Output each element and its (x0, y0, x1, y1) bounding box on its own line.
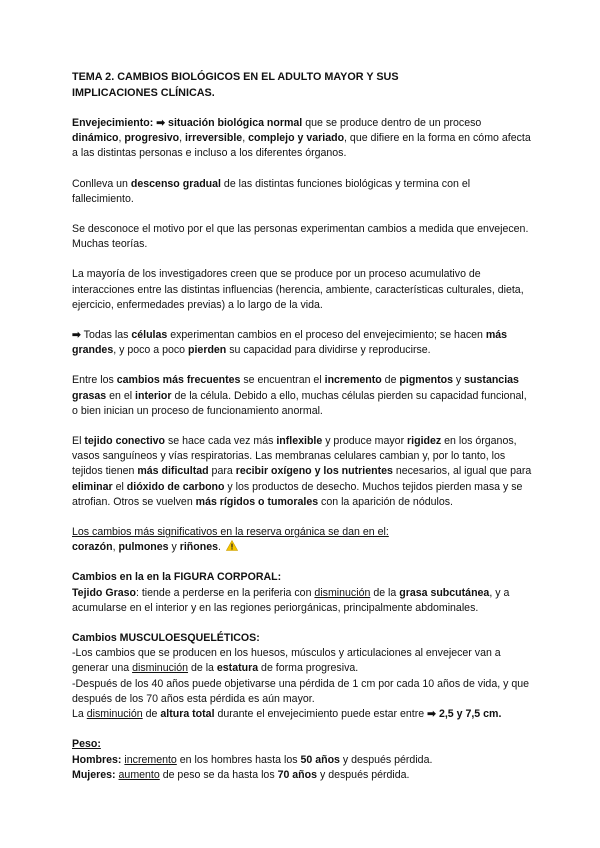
heading-peso: Peso: (72, 738, 101, 751)
paragraph-frecuentes: Entre los cambios más frecuentes se encuentran el incremento de pigmentos y sustancias grasas en el interior de la célula. Debido a ello, muchas células pierden su capacidad funcional, o bien inician un proceso de funcionamiento anormal. (72, 374, 527, 417)
title-line-1: TEMA 2. CAMBIOS BIOLÓGICOS EN EL ADULTO MAYOR Y SUS (72, 71, 399, 83)
paragraph-mayoria: La mayoría de los investigadores creen que se produce por un proceso acumulativo de interacciones entre las distintas influencias (herencia, ambiente, características culturales, dieta, ejercicio, enfermedades previas) a lo largo de la vida. (72, 268, 524, 311)
paragraph-celulas: ➡ Todas las células experimentan cambios en el proceso del envejecimiento; se hacen más grandes, y poco a poco pierden su capacidad para dividirse y reproducirse. (72, 329, 508, 357)
paragraph-peso: Peso: Hombres: incremento en los hombres hasta los 50 años y después pérdida. Mujeres: aumento de peso se da hasta los 70 años y después pérdida. (72, 738, 433, 781)
title-line-2: IMPLICACIONES CLÍNICAS. (72, 86, 215, 99)
paragraph-musculoesqueleticos: Cambios MUSCULOESQUELÉTICOS: -Los cambios que se producen en los huesos, músculos y articulaciones al envejecer van a generar una disminución de la estatura de forma progresiva. -Después de los 40 años puede objetivarse una pérdida de 1 cm por cada 10 años de vida, y que después de los 70 años esta pérdida es aún mayor. La disminución de altura total durante el envejecimiento puede estar entre ➡ 2,5 y 7,5 cm. (72, 632, 530, 721)
paragraph-tejido-conectivo: El tejido conectivo se hace cada vez más inflexible y produce mayor rigidez en los órganos, vasos sanguíneos y vías respiratorias. Las membranas celulares cambian y, por lo tanto, los tejidos tienen más dificultad para recibir oxígeno y los nutrientes necesarios, al igual que para eliminar el dióxido de carbono y los productos de desecho. Muchos tejidos pierden masa y se atrofian. Otros se vuelven más rígidos o tumorales con la aparición de nódulos. (72, 435, 532, 508)
paragraph-desconoce: Se desconoce el motivo por el que las personas experimentan cambios a medida que envejecen. Muchas teorías. (72, 223, 529, 251)
arrow-right-icon: ➡ (427, 708, 437, 721)
warning-icon (226, 540, 238, 551)
paragraph-reserva-organica: Los cambios más significativos en la reserva orgánica se dan en el: corazón, pulmones y riñones. (72, 526, 389, 554)
arrow-right-icon: ➡ (156, 117, 166, 129)
term-envejecimiento: Envejecimiento: (72, 117, 154, 129)
reserva-heading: Los cambios más significativos en la reserva orgánica se dan en el: (72, 526, 389, 539)
heading-figura-corporal: Cambios en la en la FIGURA CORPORAL: (72, 571, 282, 584)
arrow-right-icon: ➡ (72, 329, 81, 342)
page-title (72, 70, 532, 101)
document-page (72, 70, 532, 783)
paragraph-figura-corporal: Cambios en la en la FIGURA CORPORAL: Tejido Graso: tiende a perderse en la periferia con disminución de la grasa subcutánea, y a acumularse en el interior y en las regiones periorgánicas, principalmente abdominales. (72, 571, 510, 614)
paragraph-conlleva: Conlleva un descenso gradual de las distintas funciones biológicas y termina con el fallecimiento. (72, 177, 471, 205)
heading-musculoesqueleticos: Cambios MUSCULOESQUELÉTICOS: (72, 632, 260, 645)
paragraph-envejecimiento: Envejecimiento: ➡ situación biológica normal que se produce dentro de un proceso dinámico, progresivo, irreversible, complejo y variado, que difiere en la forma en cómo afecta a las distintas personas e incluso a los diferentes órganos. (72, 117, 531, 160)
